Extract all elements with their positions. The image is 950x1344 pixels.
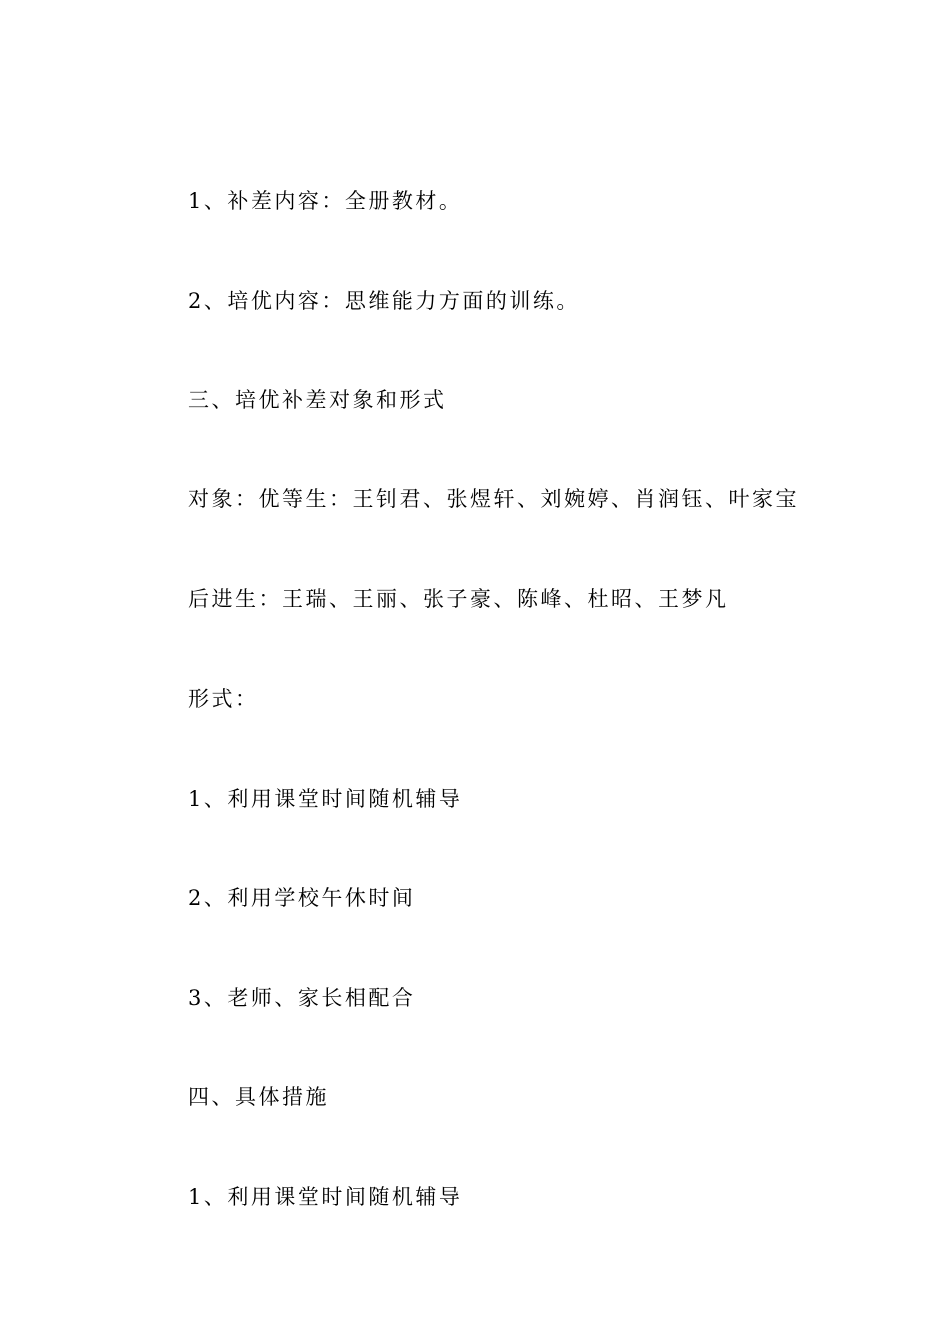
form-item-noon-break: 2、利用学校午休时间 bbox=[188, 886, 416, 910]
struggling-students-list: 后进生：王瑞、王丽、张子豪、陈峰、杜昭、王梦凡 bbox=[188, 587, 729, 611]
section-heading-specific-measures: 四、具体措施 bbox=[188, 1085, 329, 1109]
enrichment-content-item: 2、培优内容：思维能力方面的训练。 bbox=[188, 289, 580, 313]
top-students-list: 对象：优等生：王钊君、张煜轩、刘婉婷、肖润钰、叶家宝 bbox=[188, 487, 799, 511]
forms-label: 形式： bbox=[188, 687, 259, 711]
measure-item-classroom-tutoring: 1、利用课堂时间随机辅导 bbox=[188, 1185, 463, 1209]
section-heading-targets-and-forms: 三、培优补差对象和形式 bbox=[188, 388, 447, 412]
form-item-classroom-tutoring: 1、利用课堂时间随机辅导 bbox=[188, 787, 463, 811]
form-item-teacher-parent-cooperation: 3、老师、家长相配合 bbox=[188, 986, 416, 1010]
remedial-content-item: 1、补差内容：全册教材。 bbox=[188, 189, 463, 213]
